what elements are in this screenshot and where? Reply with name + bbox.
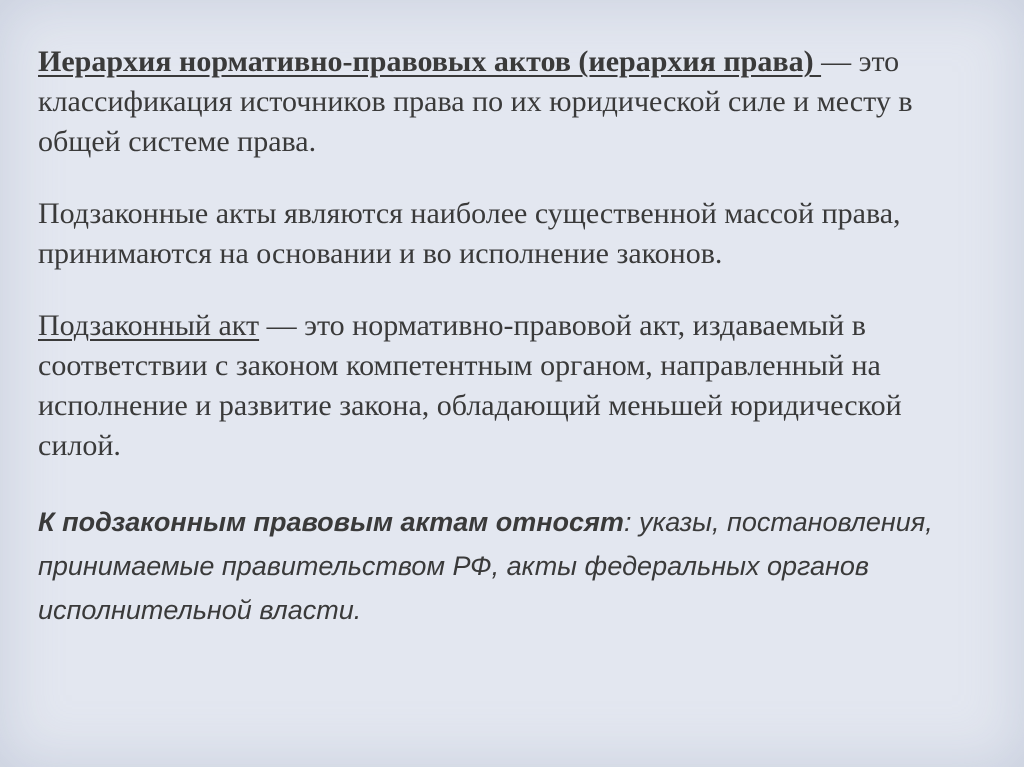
hierarchy-definition-paragraph [38, 42, 988, 162]
bylaw-types-lead: К подзаконным правовым актам относят [38, 507, 624, 537]
bylaw-definition-paragraph [38, 306, 988, 466]
hierarchy-definition: — это классификация источников права по их юридической силе и месту в общей системе права. [38, 45, 913, 158]
bylaw-types-list: : указы, постановления, принимаемые правительством РФ, акты федеральных органов исполнительной власти. [38, 507, 933, 625]
bylaw-definition: — это нормативно-правовой акт, издаваемый в соответствии с законом компетентным органом, направленный на исполнение и развитие закона, обладающий меньшей юридической силой. [38, 309, 902, 462]
bylaw-term: Подзаконный акт [38, 309, 260, 342]
slide-content [38, 42, 988, 632]
bylaw-types-paragraph [38, 500, 938, 632]
bylaws-mass-paragraph: Подзаконные акты являются наиболее существенной массой права, принимаются на основании и во исполнение законов. [38, 197, 901, 270]
hierarchy-term: Иерархия нормативно-правовых актов (иерархия права) [38, 45, 822, 78]
